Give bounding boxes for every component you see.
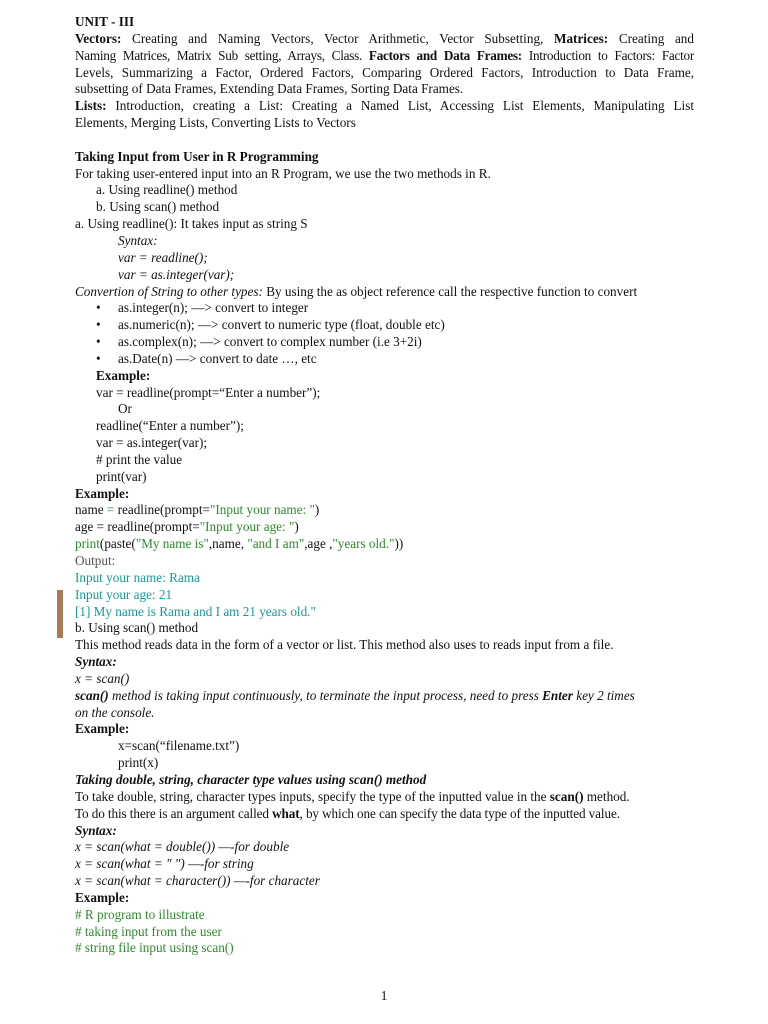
syntax-label: Syntax:	[75, 822, 117, 838]
scan-note: scan() method is taking input continuously, to terminate the input process, need to press Enter key 2 times	[75, 687, 635, 703]
bullet-item: • as.Date(n) —> convert to date …, etc	[96, 350, 317, 366]
code-line: var = as.integer(var);	[96, 435, 208, 451]
spacer	[75, 132, 694, 149]
code-line: print(paste("My name is",name, "and I am",age ,"years old."))	[75, 536, 404, 552]
margin-highlight-bar	[57, 590, 63, 638]
syllabus-line: Lists: Introduction, creating a List: Creating a Named List, Accessing List Elements, Manipulating List	[75, 98, 694, 114]
section-title: Taking Input from User in R Programming	[75, 148, 319, 164]
example-label: Example:	[75, 889, 130, 905]
example-label: Example:	[75, 721, 130, 737]
syllabus-line: Levels, Summarizing a Factor, Ordered Factors, Comparing Ordered Factors, Introduction to Data Frame,	[75, 64, 694, 80]
code-comment: # R program to illustrate	[75, 906, 205, 922]
code-line: print(x)	[118, 755, 159, 771]
code-line: print(var)	[96, 468, 147, 484]
document-page	[75, 14, 694, 957]
syntax-line: x = scan(what = character()) —-for character	[75, 873, 320, 889]
code-line: Or	[118, 401, 132, 417]
bullet-item: • as.integer(n); —> convert to integer	[96, 300, 309, 316]
intro-text: For taking user-entered input into an R Program, we use the two methods in R.	[75, 165, 491, 181]
syntax-line: x = scan()	[75, 670, 130, 686]
example-label: Example:	[75, 485, 130, 501]
output-line: Input your age: 21	[75, 586, 173, 602]
code-line: name = readline(prompt="Input your name: ")	[75, 502, 320, 518]
code-line: # print the value	[96, 451, 183, 467]
output-line: [1] My name is Rama and I am 21 years old."	[75, 603, 316, 619]
code-line: readline(“Enter a number”);	[96, 418, 244, 434]
readline-description: a. Using readline(): It takes input as string S	[75, 216, 308, 232]
scan-heading: b. Using scan() method	[75, 620, 199, 636]
syllabus-line: Naming Matrices, Matrix Sub setting, Arrays, Class. Factors and Data Frames: Introduction to Factors: Factor	[75, 47, 694, 63]
syllabus-line: Elements, Merging Lists, Converting Lists to Vectors	[75, 115, 356, 131]
code-line: age = readline(prompt="Input your age: ")	[75, 519, 299, 535]
code-comment: # taking input from the user	[75, 923, 222, 939]
subsection-heading: Taking double, string, character type values using scan() method	[75, 771, 427, 787]
example-label: Example:	[96, 367, 151, 383]
syntax-line: x = scan(what = " ") —-for string	[75, 856, 254, 872]
syllabus-line: subsetting of Data Frames, Extending Data Frames, Sorting Data Frames.	[75, 81, 464, 97]
output-label: Output:	[75, 553, 116, 568]
method-item: a. Using readline() method	[96, 182, 238, 198]
page-number: 1	[380, 988, 388, 1003]
syntax-label: Syntax:	[118, 232, 158, 248]
method-item: b. Using scan() method	[96, 199, 220, 215]
code-line: x=scan(“filename.txt”)	[118, 738, 240, 754]
body-text: To do this there is an argument called what, by which one can specify the data type of the inputted value.	[75, 805, 620, 821]
scan-note: on the console.	[75, 704, 155, 720]
conversion-text: Convertion of String to other types: By using the as object reference call the respective function to convert	[75, 283, 638, 299]
bullet-item: • as.complex(n); —> convert to complex number (i.e 3+2i)	[96, 334, 422, 350]
unit-heading: UNIT - III	[75, 14, 135, 29]
syllabus-line: Vectors: Creating and Naming Vectors, Vector Arithmetic, Vector Subsetting, Matrices: Creating and	[75, 30, 694, 46]
syntax-label: Syntax:	[75, 654, 117, 670]
code-comment: # string file input using scan()	[75, 940, 234, 956]
code-line: var = readline(prompt=“Enter a number”);	[96, 384, 321, 400]
syntax-line: var = readline();	[118, 249, 208, 265]
syntax-line: var = as.integer(var);	[118, 266, 235, 282]
output-line: Input your name: Rama	[75, 569, 200, 585]
syntax-line: x = scan(what = double()) —-for double	[75, 839, 290, 855]
scan-description: This method reads data in the form of a vector or list. This method also uses to reads input from a file.	[75, 637, 614, 653]
body-text: To take double, string, character types inputs, specify the type of the inputted value in the scan() method.	[75, 788, 630, 804]
bullet-item: • as.numeric(n); —> convert to numeric type (float, double etc)	[96, 317, 445, 333]
